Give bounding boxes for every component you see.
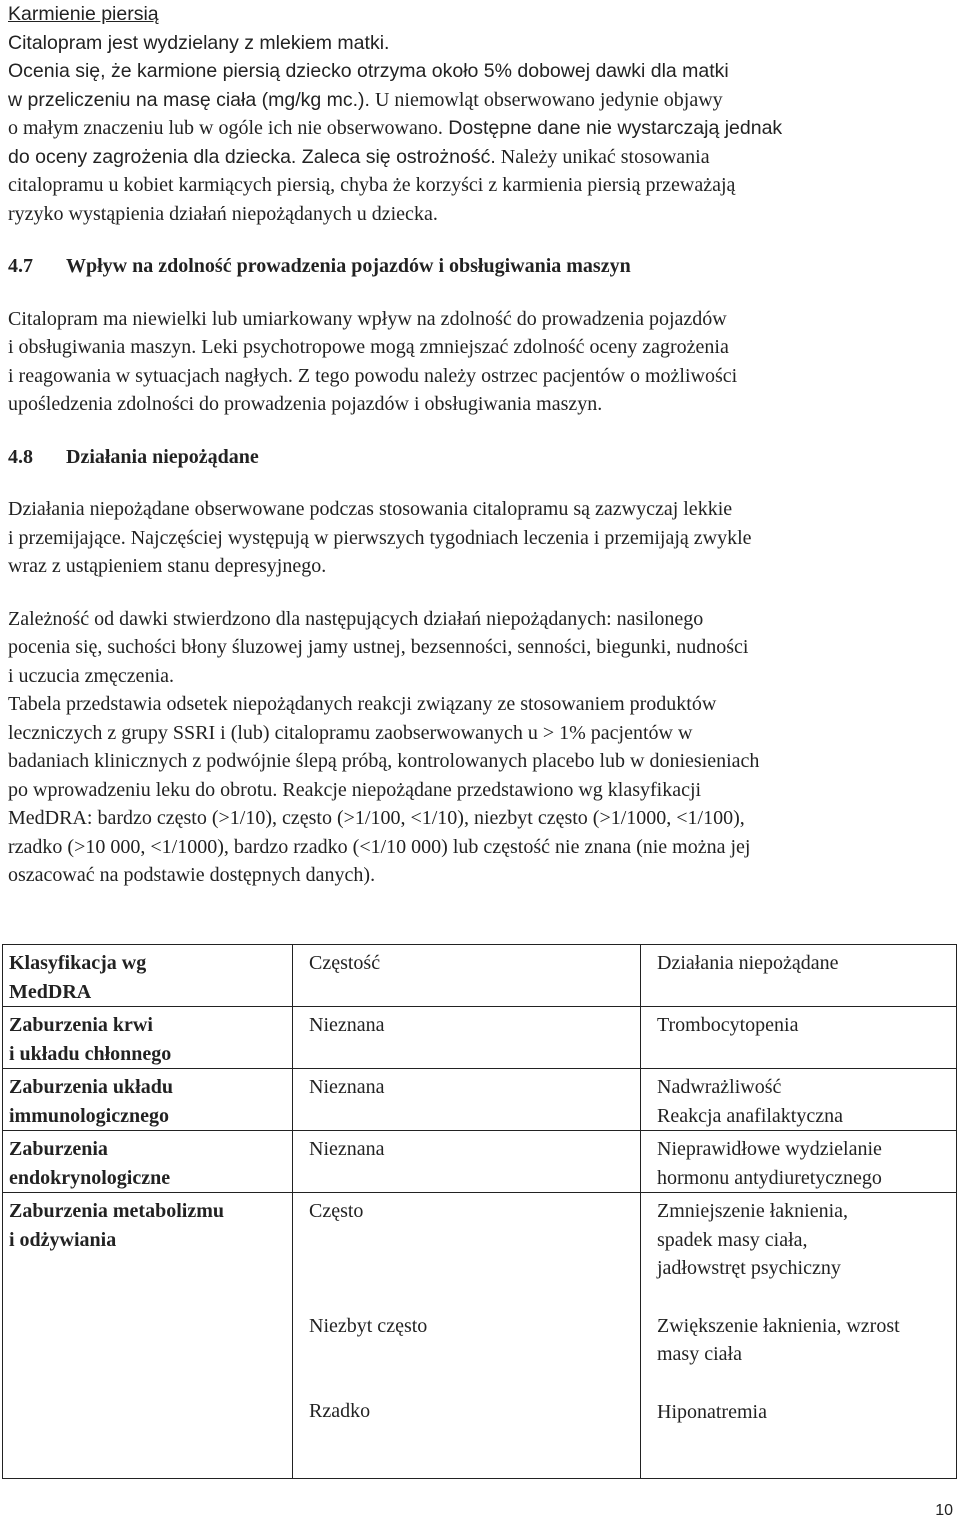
cell-classification: Zaburzenia krwi i układu chłonnego [3, 1007, 293, 1069]
paragraph-line: badaniach klinicznych z podwójnie ślepą próbą, kontrolowanych placebo lub w doniesieniach [8, 750, 760, 772]
text-span: Należy unikać stosowania [495, 145, 710, 168]
table-row [3, 1193, 957, 1479]
section-heading-4-7 [8, 252, 948, 281]
cell-effects: Zmniejszenie łaknienia, spadek masy ciała, jadłowstręt psychiczny Zwiększenie łaknienia, wzrost masy ciała Hiponatremia [641, 1193, 957, 1479]
section-4-7-body [8, 305, 948, 419]
cell-frequency: Nieznana [293, 1131, 641, 1193]
paragraph-line: i reagowania w sytuacjach nagłych. Z tego powodu należy ostrzec pacjentów o możliwości [8, 364, 738, 387]
header-cell-frequency: Częstość [293, 945, 641, 1007]
breastfeeding-section [8, 0, 948, 228]
adverse-effects-table [2, 944, 957, 1479]
paragraph-line: i obsługiwania maszyn. Leki psychotropowe mogą zmniejszać zdolność oceny zagrożenia [8, 336, 729, 358]
cell-frequency: Nieznana [293, 1069, 641, 1131]
header-cell-effects: Działania niepożądane [641, 945, 957, 1007]
paragraph-line: Citalopram ma niewielki lub umiarkowany wpływ na zdolność do prowadzenia pojazdów [8, 307, 727, 330]
cell-classification: Zaburzenia metabolizmu i odżywiania [3, 1193, 293, 1479]
paragraph-line: Działania niepożądane obserwowane podczas stosowania citalopramu są zazwyczaj lekkie [8, 498, 733, 520]
section-4-8-paragraph-1 [8, 495, 948, 581]
paragraph-line: i uczucia zmęczenia. [8, 664, 174, 687]
section-heading-4-8 [8, 443, 948, 472]
table-header-row [3, 945, 957, 1007]
paragraph-line: ryzyko wystąpienia działań niepożądanych u dziecka. [8, 202, 438, 225]
paragraph-line: po wprowadzeniu leku do obrotu. Reakcje niepożądane przedstawiono wg klasyfikacji [8, 778, 702, 801]
paragraph-line: Zależność od dawki stwierdzono dla następujących działań niepożądanych: nasilonego [8, 607, 704, 630]
cell-effects: Nieprawidłowe wydzielanie hormonu antydiuretycznego [641, 1131, 957, 1193]
cell-frequency: Często Niezbyt często Rzadko [293, 1193, 641, 1479]
paragraph-line: Ocenia się, że karmione piersią dziecko otrzyma około 5% dobowej dawki dla matki [8, 60, 729, 82]
section-4-8-paragraph-2 [8, 605, 948, 691]
section-title-breastfeeding: Karmienie piersią [8, 3, 159, 25]
cell-classification: Zaburzenia układu immunologicznego [3, 1069, 293, 1131]
paragraph-line: pocenia się, suchości błony śluzowej jamy ustnej, bezsenności, senności, biegunki, nudności [8, 636, 749, 658]
text-span: U niemowląt obserwowano jedynie objawy [369, 88, 723, 111]
paragraph-line: upośledzenia zdolności do prowadzenia pojazdów i obsługiwania maszyn. [8, 393, 603, 415]
section-number: 4.8 [8, 445, 33, 468]
paragraph-line: leczniczych z grupy SSRI i (lub) citalopramu zaobserwowanych u > 1% pacjentów w [8, 721, 693, 744]
text-span: w przeliczeniu na masę ciała (mg/kg mc.). [8, 88, 370, 111]
document-page [8, 0, 948, 890]
header-cell-classification: Klasyfikacja wg MedDRA [3, 945, 293, 1007]
paragraph-line: MedDRA: bardzo często (>1/10), często (>1/100, <1/10), niezbyt często (>1/1000, <1/100), [8, 807, 745, 829]
text-span: Dostępne dane nie wystarczają jednak [442, 117, 783, 139]
cell-effects: Trombocytopenia [641, 1007, 957, 1069]
paragraph-line: citalopramu u kobiet karmiących piersią, chyba że korzyści z karmienia piersią przeważają [8, 174, 736, 196]
cell-classification: Zaburzenia endokrynologiczne [3, 1131, 293, 1193]
section-title: Działania niepożądane [66, 445, 259, 468]
page-number: 10 [935, 1502, 953, 1519]
table-row [3, 1007, 957, 1069]
paragraph-line: Citalopram jest wydzielany z mlekiem matki. [8, 31, 390, 54]
table-row [3, 1131, 957, 1193]
section-4-8-paragraph-3 [8, 690, 948, 890]
paragraph-line: wraz z ustąpieniem stanu depresyjnego. [8, 555, 327, 577]
section-title: Wpływ na zdolność prowadzenia pojazdów i obsługiwania maszyn [66, 255, 631, 277]
cell-effects: Nadwrażliwość Reakcja anafilaktyczna [641, 1069, 957, 1131]
paragraph-line: rzadko (>10 000, <1/1000), bardzo rzadko (<1/10 000) lub częstość nie znana (nie można jej [8, 835, 751, 858]
text-span: do oceny zagrożenia dla dziecka. [8, 145, 297, 168]
table-row [3, 1069, 957, 1131]
paragraph-line: Tabela przedstawia odsetek niepożądanych reakcji związany ze stosowaniem produktów [8, 693, 717, 715]
paragraph-line: oszacować na podstawie dostępnych danych). [8, 864, 376, 886]
section-number: 4.7 [8, 255, 33, 277]
cell-frequency: Nieznana [293, 1007, 641, 1069]
paragraph-line: i przemijające. Najczęściej występują w pierwszych tygodniach leczenia i przemijają zwykle [8, 526, 752, 549]
text-span: o małym znaczeniu lub w ogóle ich nie obserwowano. [8, 117, 443, 139]
text-span: Zaleca się ostrożność. [296, 145, 496, 168]
